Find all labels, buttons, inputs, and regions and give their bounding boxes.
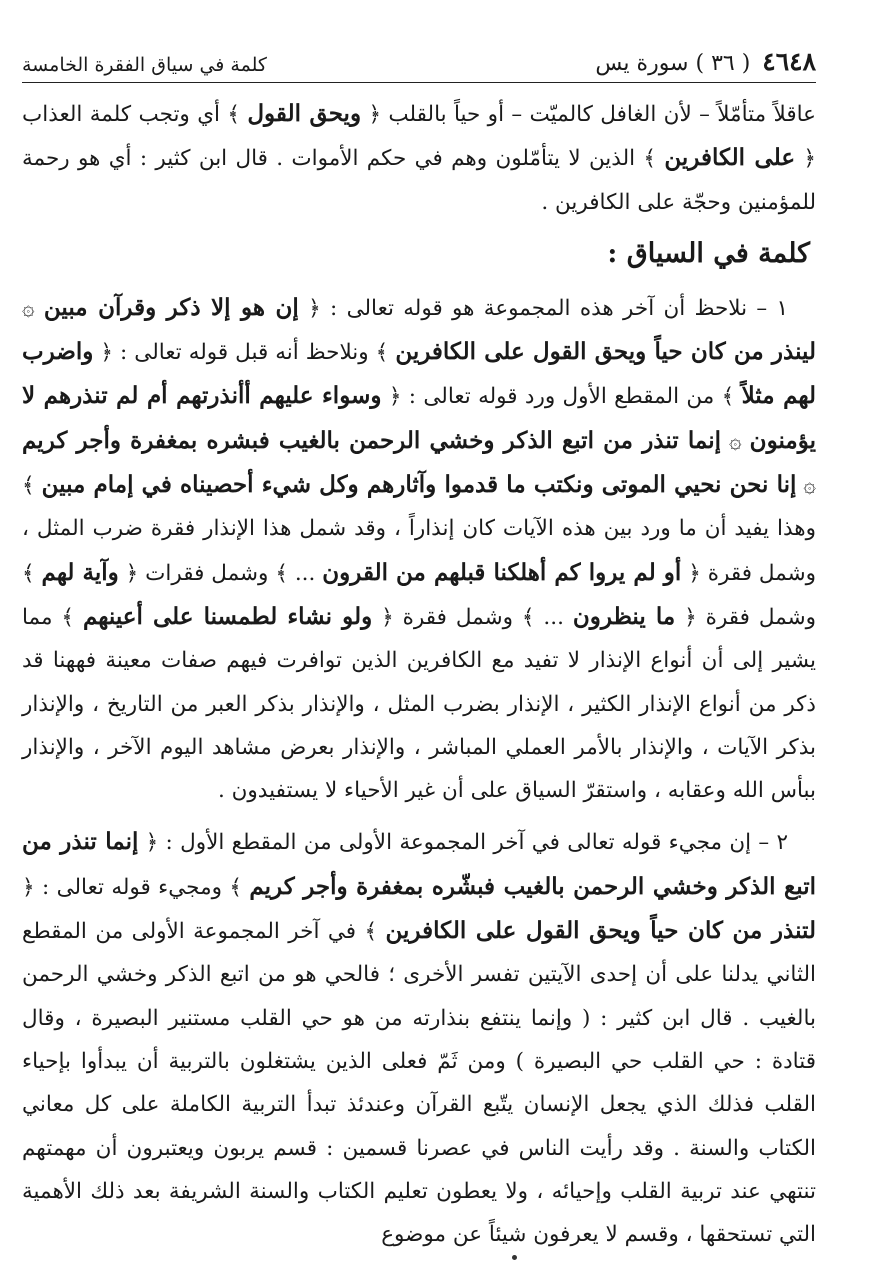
text-run: ﴾ أي وتجب كلمة العذاب ﴿ [22, 102, 817, 172]
quran-text: إنا نحن نحيي الموتى ونكتب ما قدموا وآثارهم وكل شيء أحصيناه في إمام مبين [41, 471, 797, 499]
quran-text: لتنذر من كان حياً ويحق القول على الكافرين [385, 917, 816, 945]
page-header [22, 28, 816, 83]
quran-text: على الكافرين [664, 144, 796, 172]
text-run: ﴾ وشمل فقرة ﴿ [22, 560, 817, 630]
quran-text: لينذر من كان حياً ويحق القول على الكافرين [395, 338, 816, 366]
quran-text: وآية لهم [41, 558, 119, 586]
quran-text: إنما تنذر من اتبع الذكر وخشي الرحمن بالغيب فبشّره بمغفرة وأجر كريم [22, 828, 817, 900]
text-run: ﴾ وهذا يفيد أن ما ورد بين هذه الآيات كان إنذاراً ، وقد شمل هذا الإنذار فقرة ضرب المثل ، وشمل فقرة ﴿ [22, 473, 816, 586]
text-run: ﴾ في آخر المجموعة الأولى من المقطع الثاني يدلنا على أن إحدى الآيتين تفسر الأخرى ؛ فالحي هو من اتبع الذكر وخشي الرحمن بالغيب . قال ابن كثير : ( وإنما ينتفع بنذارته من هو حي القلب مستنير البصيرة ، وقال قتادة : حي القلب حي البصيرة ) ومن ثَمّ فعلى الذين يشتغلون بالتربية أن يبدأوا بإحياء القلب فذلك الذي يجعل الإنسان يتّبع القرآن وعندئذ تبدأ التربية الكاملة على كل معاني الكتاب والسنة . وقد رأيت الناس في عصرنا قسمين : قسم يربون ويعتبرون أن مهمتهم تنتهي عند تربية القلب وإحيائه ، ولا يعطون تعليم الكتاب والسنة الشريفة بعد ذلك الأهمية التي تستحقها ، وقسم لا يعرفون شيئاً عن موضوع [22, 919, 816, 1248]
quran-text: ويحق القول [247, 100, 362, 127]
page-body [22, 92, 816, 1256]
quran-text: أو لم يروا كم أهلكنا قبلهم من القرون [322, 558, 682, 586]
quran-text: إنما تنذر من اتبع الذكر وخشي الرحمن بالغيب فبشره بمغفرة وأجر كريم [22, 426, 722, 454]
quran-text: واضرب لهم مثلاً [22, 338, 816, 410]
quran-text: وسواء عليهم أأنذرتهم أم لم تنذرهم لا يؤمنون [22, 382, 816, 454]
quran-text: إن هو إلا ذكر وقرآن مبين [43, 293, 299, 321]
page-number: ٤٦٤٨ [762, 47, 816, 76]
intro-paragraph [22, 92, 816, 224]
text-run: ﴾ ومجيء قوله تعالى : ﴿ [22, 874, 250, 900]
text-run: ﴾ من المقطع الأول ورد قوله تعالى : ﴿ [381, 384, 742, 410]
section-heading: كلمة في السياق : [607, 237, 810, 269]
text-run: ﴾ ونلاحظ أنه قبل قوله تعالى : ﴿ [93, 340, 396, 366]
text-run: ۞ [796, 473, 817, 499]
text-run: ۞ [22, 295, 44, 321]
text-run: ﴾ مما يشير إلى أن أنواع الإنذار لا تفيد مع الكافرين الذين توافرت فيهم صفات معينة فههنا قد ذكر من أنواع الإنذار الكثير ، الإنذار بضرب المثل ، والإنذار بذكر العبر من التاريخ ، والإنذار بذكر الآيات ، والإنذار بالأمر العملي المباشر ، والإنذار بعرض مشاهد اليوم الآخر ، والإنذار ببأس الله وعقابه ، واستقرّ السياق على أن غير الأحياء لا يستفيدون . [22, 604, 816, 804]
sura-name: ( ٣٦ ) سورة يس [595, 51, 751, 76]
text-run: ۞ [721, 428, 750, 454]
paragraph-1 [22, 286, 816, 813]
text-run: عاقلاً متأمّلاً – لأن الغافل كالميّت – أو حياً بالقلب ﴿ [361, 102, 816, 127]
text-run: ... ﴾ وشمل فقرات ﴿ [118, 560, 323, 586]
page-speck [512, 1255, 517, 1260]
running-title: كلمة في سياق الفقرة الخامسة [22, 54, 267, 76]
quran-text: ولو نشاء لطمسنا على أعينهم [82, 602, 373, 630]
quran-text: ما ينظرون [572, 602, 676, 630]
text-run: ٢ – إن مجيء قوله تعالى في آخر المجموعة الأولى من المقطع الأول : ﴿ [138, 830, 788, 856]
header-right [595, 47, 816, 76]
text-run: ١ – نلاحظ أن آخر هذه المجموعة هو قوله تعالى : ﴿ [298, 295, 789, 321]
text-run: ... ﴾ وشمل فقرة ﴿ [372, 604, 573, 630]
paragraph-2 [22, 820, 816, 1256]
text-run: ﴾ الذين لا يتأمّلون وهم في حكم الأموات . قال ابن كثير : أي هو رحمة للمؤمنين وحجّة على الكافرين . [22, 146, 816, 215]
